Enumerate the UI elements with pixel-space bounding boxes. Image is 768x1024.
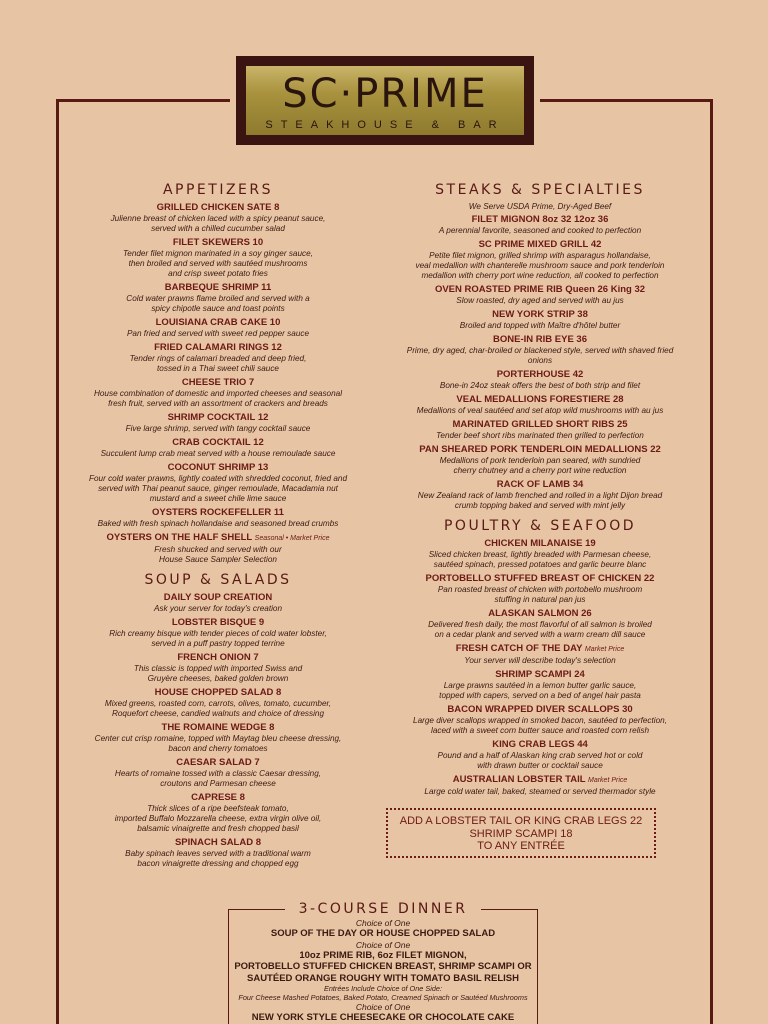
item-name	[82, 687, 354, 699]
item-name-text: VEAL MEDALLIONS FORESTIERE 28	[456, 394, 624, 405]
item-name-text: NEW YORK STRIP 38	[492, 309, 588, 320]
addon-box	[386, 808, 656, 858]
item-description: Large diver scallops wrapped in smoked bacon, sautéed to perfection,	[413, 716, 667, 725]
menu-item	[82, 792, 354, 834]
item-description: Tender beef short ribs marinated then grilled to perfection	[436, 431, 644, 440]
item-name-text: OYSTERS ROCKEFELLER 11	[152, 507, 284, 518]
item-name-text: CHICKEN MILANAISE 19	[484, 538, 596, 549]
menu-item	[82, 617, 354, 649]
item-description: topped with capers, served on a bed of angel hair pasta	[439, 691, 641, 700]
item-description: Broiled and topped with Maître d'hôtel butter	[459, 321, 621, 330]
item-name	[394, 444, 686, 456]
course-sides: Four Cheese Mashed Potatoes, Baked Potato, Creamed Spinach or Sautéed Mushrooms	[238, 993, 528, 1002]
item-name	[394, 214, 686, 226]
item-name	[82, 722, 354, 734]
menu-item	[394, 444, 686, 476]
frame-top-right	[540, 99, 713, 102]
frame-top-left	[56, 99, 230, 102]
item-name	[82, 652, 354, 664]
item-description: crumb topping baked and served with mint jelly	[454, 501, 626, 510]
course-second-line: SAUTÉED ORANGE ROUGHY WITH TOMATO BASIL RELISH	[247, 972, 519, 984]
item-name	[82, 202, 354, 214]
item-name	[82, 377, 354, 389]
logo-subtitle: STEAKHOUSE & BAR	[265, 119, 505, 131]
item-description: Mixed greens, roasted corn, carrots, olives, tomato, cucumber,	[104, 699, 332, 708]
item-description: Baby spinach leaves served with a traditional warm	[125, 849, 311, 858]
item-description: sautéed spinach, pressed potatoes and garlic beurre blanc	[433, 560, 647, 569]
item-name-text: SHRIMP COCKTAIL 12	[167, 412, 269, 423]
choice-label: Choice of One	[355, 1002, 411, 1012]
menu-item	[82, 202, 354, 234]
item-description: Medallions of pork tenderloin pan seared, with sundried	[439, 456, 641, 465]
item-name	[394, 538, 686, 550]
item-name-text: BACON WRAPPED DIVER SCALLOPS 30	[447, 704, 633, 715]
item-name-text: SPINACH SALAD 8	[174, 837, 262, 848]
frame-right	[710, 99, 713, 1024]
poultry-section	[394, 517, 686, 800]
menu-item	[394, 479, 686, 511]
menu-item	[394, 214, 686, 236]
menu-item	[394, 239, 686, 281]
item-name	[82, 757, 354, 769]
item-name-text: FILET MIGNON 8oz 32 12oz 36	[471, 214, 609, 225]
item-description: Roquefort cheese, candied walnuts and choice of dressing	[111, 709, 325, 718]
item-description: fresh fruit, served with an assortment of crackers and breads	[108, 399, 328, 408]
item-name	[394, 334, 686, 346]
item-description: Your server will describe today's selection	[464, 656, 616, 665]
course-third: NEW YORK STYLE CHEESECAKE OR CHOCOLATE CAKE	[251, 1012, 515, 1023]
menu-item	[394, 704, 686, 736]
item-name-text: FILET SKEWERS 10	[172, 237, 264, 248]
item-name-text: OYSTERS ON THE HALF SHELL	[106, 532, 253, 543]
section-title: APPETIZERS	[162, 182, 274, 198]
item-description: Petite filet mignon, grilled shrimp with asparagus hollandaise,	[429, 251, 651, 260]
item-name	[394, 669, 686, 681]
soups-section	[82, 571, 354, 872]
addon-line: ADD A LOBSTER TAIL OR KING CRAB LEGS 22	[399, 815, 643, 827]
item-name	[394, 643, 686, 656]
item-description: A perennial favorite, seasoned and cooked to perfection	[438, 226, 642, 235]
item-name	[394, 309, 686, 321]
course-second-line: 10oz PRIME RIB, 6oz FILET MIGNON,	[299, 949, 467, 961]
item-description: Sliced chicken breast, lightly breaded with Parmesan cheese,	[428, 550, 652, 559]
item-description: stuffing in natural pan jus	[494, 595, 586, 604]
menu-item	[82, 837, 354, 869]
addon-line: TO ANY ENTRÉE	[477, 840, 565, 852]
item-name-text: LOBSTER BISQUE 9	[171, 617, 265, 628]
item-name-text: BARBEQUE SHRIMP 11	[164, 282, 272, 293]
menu-item	[82, 462, 354, 504]
item-name	[82, 617, 354, 629]
steaks-list	[394, 214, 686, 511]
item-name-text: FRIED CALAMARI RINGS 12	[154, 342, 282, 353]
item-name-text: CRAB COCKTAIL 12	[172, 437, 264, 448]
item-description: Delivered fresh daily, the most flavorful of all salmon is broiled	[428, 620, 652, 629]
section-title: STEAKS & SPECIALTIES	[435, 182, 645, 198]
menu-item	[82, 532, 354, 565]
course-content	[230, 918, 536, 1024]
item-name	[82, 592, 354, 604]
item-description: Tender filet mignon marinated in a soy ginger sauce,	[123, 249, 313, 258]
item-name	[82, 792, 354, 804]
item-name-text: KING CRAB LEGS 44	[492, 739, 588, 750]
item-note: Market Price	[584, 646, 625, 653]
item-description: veal medallion with chanterelle mushroom sauce and pork tenderloin	[415, 261, 665, 270]
item-description: Baked with fresh spinach hollandaise and seasoned bread crumbs	[97, 519, 339, 528]
item-name-text: CHEESE TRIO 7	[181, 377, 255, 388]
item-description: tossed in a Thai sweet chili sauce	[157, 364, 279, 373]
item-description: Ask your server for today's creation	[153, 604, 283, 613]
item-name	[394, 704, 686, 716]
menu-item	[394, 309, 686, 331]
item-description: Cold water prawns flame broiled and served with a	[126, 294, 310, 303]
menu-item	[82, 592, 354, 614]
steaks-lead: We Serve USDA Prime, Dry-Aged Beef	[468, 202, 612, 211]
item-name-text: FRESH CATCH OF THE DAY	[455, 643, 583, 654]
menu-item	[82, 722, 354, 754]
frame-left	[56, 99, 59, 1024]
item-description: on a cedar plank and served with a warm cream dill sauce	[434, 630, 646, 639]
item-name-text: BONE-IN RIB EYE 36	[493, 334, 587, 345]
menu-item	[82, 377, 354, 409]
item-description: served in a puff pastry topped terrine	[151, 639, 285, 648]
item-name	[394, 239, 686, 251]
item-description: laced with a sweet corn butter sauce and roasted corn relish	[431, 726, 649, 735]
item-name-text: DAILY SOUP CREATION	[163, 592, 273, 603]
item-name-text: SC PRIME MIXED GRILL 42	[478, 239, 602, 250]
menu-item	[394, 669, 686, 701]
section-title: SOUP & SALADS	[144, 572, 292, 588]
menu-item	[394, 334, 686, 366]
item-name-text: PORTOBELLO STUFFED BREAST OF CHICKEN 22	[425, 573, 655, 584]
item-description: bacon vinaigrette dressing and chopped egg	[137, 859, 299, 868]
menu-item	[394, 284, 686, 306]
item-name-text: OVEN ROASTED PRIME RIB Queen 26 King 32	[434, 284, 646, 295]
item-description: croutons and Parmesan cheese	[160, 779, 276, 788]
menu-item	[394, 643, 686, 666]
item-description: This classic is topped with imported Swiss and	[133, 664, 303, 673]
item-description: Thick slices of a ripe beefsteak tomato,	[147, 804, 289, 813]
item-description: Succulent lump crab meat served with a house remoulade sauce	[100, 449, 336, 458]
item-name	[82, 532, 354, 545]
item-name-text: PORTERHOUSE 42	[496, 369, 584, 380]
item-name	[394, 479, 686, 491]
item-name-text: CAPRESE 8	[191, 792, 245, 803]
menu-item	[394, 573, 686, 605]
logo-title: SC·PRIME	[282, 71, 488, 117]
item-description: Large prawns sautéed in a lemon butter garlic sauce,	[443, 681, 637, 690]
choice-label: Choice of One	[355, 939, 411, 950]
item-name-text: COCONUT SHRIMP 13	[167, 462, 269, 473]
item-name	[82, 412, 354, 424]
menu-item	[82, 507, 354, 529]
item-description: House combination of domestic and imported cheeses and seasonal	[93, 389, 343, 398]
menu-item	[82, 282, 354, 314]
course-first: SOUP OF THE DAY OR HOUSE CHOPPED SALAD	[270, 928, 496, 939]
course-second-line: PORTOBELLO STUFFED CHICKEN BREAST, SHRIMP SCAMPI OR	[234, 961, 532, 972]
menu-item	[82, 757, 354, 789]
item-description: New Zealand rack of lamb frenched and rolled in a light Dijon bread	[417, 491, 663, 500]
item-description: served with Thai peanut sauce, ginger remoulade, Macadamia nut	[98, 484, 338, 493]
item-name-text: CAESAR SALAD 7	[176, 757, 260, 768]
item-name	[82, 507, 354, 519]
item-description: served with a chilled cucumber salad	[151, 224, 285, 233]
item-name	[82, 837, 354, 849]
item-description: House Sauce Sampler Selection	[159, 555, 277, 564]
item-description: spicy chipotle sauce and toast points	[151, 304, 285, 313]
item-description: Pan fried and served with sweet red pepper sauce	[126, 329, 310, 338]
item-name-text: THE ROMAINE WEDGE 8	[161, 722, 275, 733]
menu-item	[394, 538, 686, 570]
item-name-text: PAN SHEARED PORK TENDERLOIN MEDALLIONS 22	[419, 444, 661, 455]
addon-line: SHRIMP SCAMPI 18	[469, 827, 573, 840]
menu-item	[394, 369, 686, 391]
item-description: balsamic vinaigrette and fresh chopped basil	[137, 824, 299, 833]
item-description: Large cold water tail, baked, steamed or served thermador style	[424, 787, 656, 796]
appetizers-section	[82, 181, 354, 568]
item-name-text: FRENCH ONION 7	[177, 652, 259, 663]
menu-item	[82, 342, 354, 374]
menu-item	[82, 317, 354, 339]
item-name	[82, 282, 354, 294]
menu-item	[82, 687, 354, 719]
item-description: Five large shrimp, served with tangy cocktail sauce	[125, 424, 311, 433]
item-name	[394, 608, 686, 620]
item-name-text: RACK OF LAMB 34	[496, 479, 584, 490]
section-title: POULTRY & SEAFOOD	[443, 518, 636, 534]
menu-item	[82, 652, 354, 684]
item-description: Pan roasted breast of chicken with portobello mushroom	[437, 585, 643, 594]
item-description: medallion with cherry port wine reduction, all cooked to perfection	[421, 271, 659, 280]
item-description: Rich creamy bisque with tender pieces of cold water lobster,	[109, 629, 327, 638]
menu-item	[394, 394, 686, 416]
item-name	[394, 573, 686, 585]
menu-item	[82, 437, 354, 459]
item-description: Slow roasted, dry aged and served with au jus	[456, 296, 624, 305]
item-description: Medallions of veal sautéed and set atop wild mushrooms with au jus	[416, 406, 664, 415]
item-name	[82, 437, 354, 449]
item-name	[82, 462, 354, 474]
item-description: and crisp sweet potato fries	[168, 269, 268, 278]
menu-item	[82, 412, 354, 434]
logo-plate	[246, 66, 524, 135]
item-description: Fresh shucked and served with our	[154, 545, 282, 554]
item-name	[82, 237, 354, 249]
item-name	[394, 369, 686, 381]
item-description: Julienne breast of chicken laced with a spicy peanut sauce,	[110, 214, 326, 223]
item-name	[394, 774, 686, 787]
item-name	[82, 342, 354, 354]
item-name	[394, 284, 686, 296]
item-name-text: HOUSE CHOPPED SALAD 8	[154, 687, 282, 698]
item-name-text: MARINATED GRILLED SHORT RIBS 25	[452, 419, 628, 430]
item-description: Pound and a half of Alaskan king crab served hot or cold	[437, 751, 643, 760]
course-title: 3-COURSE DINNER	[285, 900, 481, 918]
menu-item	[394, 739, 686, 771]
item-description: imported Buffalo Mozzarella cheese, extra virgin olive oil,	[114, 814, 322, 823]
item-description: then broiled and served with sautéed mushrooms	[128, 259, 308, 268]
item-description: with drawn butter or cocktail sauce	[477, 761, 603, 770]
choice-label: Choice of One	[355, 918, 411, 928]
item-description: Center cut crisp romaine, topped with Maytag bleu cheese dressing,	[94, 734, 342, 743]
soups-list	[82, 592, 354, 869]
item-name	[394, 739, 686, 751]
item-description: bacon and cherry tomatoes	[168, 744, 268, 753]
item-description: Bone-in 24oz steak offers the best of both strip and filet	[439, 381, 641, 390]
menu-item	[394, 419, 686, 441]
item-description: Gruyère cheeses, baked golden brown	[147, 674, 289, 683]
item-name-text: GRILLED CHICKEN SATE 8	[156, 202, 280, 213]
appetizers-list	[82, 202, 354, 565]
item-name-text: LOUISIANA CRAB CAKE 10	[155, 317, 281, 328]
menu-item	[394, 774, 686, 797]
item-name-text: AUSTRALIAN LOBSTER TAIL	[452, 774, 586, 785]
item-name	[82, 317, 354, 329]
poultry-list	[394, 538, 686, 797]
item-description: Hearts of romaine tossed with a classic Caesar dressing,	[114, 769, 322, 778]
menu-item	[82, 237, 354, 279]
item-description: Tender rings of calamari breaded and deep fried,	[129, 354, 307, 363]
steaks-section	[394, 181, 686, 514]
logo	[236, 56, 534, 145]
item-name-text: ALASKAN SALMON 26	[488, 608, 592, 619]
course-side-label: Entrées Include Choice of One Side:	[323, 984, 443, 993]
item-note: Market Price	[588, 777, 628, 784]
menu-item	[394, 608, 686, 640]
item-description: cherry chutney and a cherry port wine reduction	[453, 466, 627, 475]
item-name	[394, 419, 686, 431]
item-name-text: SHRIMP SCAMPI 24	[495, 669, 585, 680]
item-description: Four cold water prawns, lightly coated with shredded coconut, fried and	[88, 474, 348, 483]
item-note: Seasonal • Market Price	[254, 535, 330, 542]
item-description: mustard and a sweet chile lime sauce	[149, 494, 287, 503]
item-description: Prime, dry aged, char-broiled or blackened style, served with shaved fried onions	[406, 346, 674, 365]
item-name	[394, 394, 686, 406]
